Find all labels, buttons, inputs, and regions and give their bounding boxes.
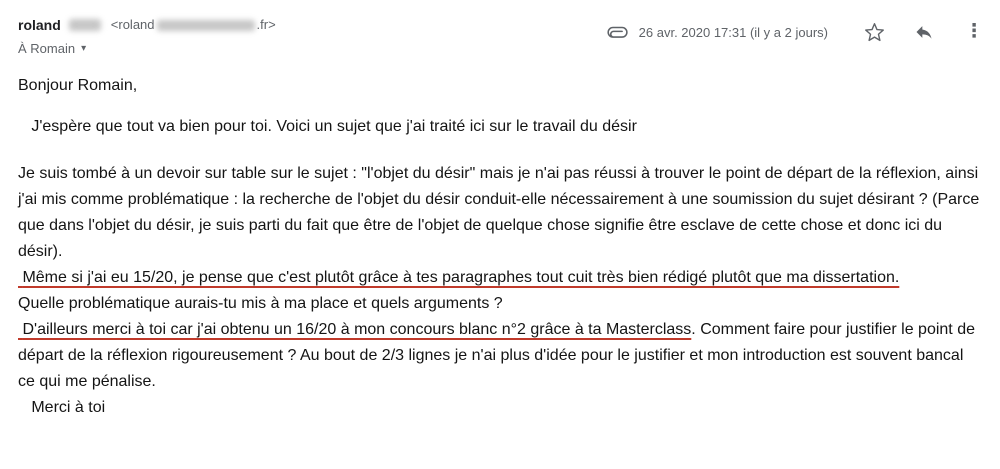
more-options-icon[interactable]: ⋮ bbox=[964, 21, 984, 42]
redacted-email-domain bbox=[157, 20, 255, 31]
reply-icon[interactable] bbox=[912, 20, 936, 44]
email-header bbox=[0, 0, 1000, 56]
body-paragraph bbox=[18, 114, 982, 140]
email-body bbox=[0, 56, 1000, 421]
sender-email bbox=[111, 15, 276, 35]
body-text: Quelle problématique aurais-tu mis à ma place et quels arguments ? bbox=[18, 295, 503, 312]
sender-line bbox=[18, 15, 276, 35]
red-underlined-text: Même si j'ai eu 15/20, je pense que c'est plutôt grâce à tes paragraphes tout cuit très bien rédigé plutôt que ma dissertation. bbox=[18, 269, 900, 286]
body-text: Bonjour Romain, bbox=[18, 77, 138, 94]
chevron-down-icon: ▾ bbox=[81, 43, 87, 54]
body-text: J'espère que tout va bien pour toi. Voici un sujet que j'ai traité ici sur le travail du désir bbox=[18, 118, 637, 135]
redacted-sender-surname bbox=[69, 19, 101, 31]
header-actions bbox=[606, 15, 986, 44]
recipient-label: À Romain bbox=[18, 41, 76, 56]
body-paragraph bbox=[18, 317, 982, 421]
body-text: . Comment faire pour justifier le point de départ de la réflexion rigoureusement ? Au bout de 2/3 lignes je n'ai plus d'idée pour le justifier et mon introduction est souvent bancal ce qui me pénalise. bbox=[18, 321, 980, 390]
body-paragraph bbox=[18, 161, 982, 317]
sender-email-prefix: <roland bbox=[110, 17, 155, 32]
sender-block bbox=[18, 15, 276, 56]
star-icon[interactable] bbox=[862, 20, 886, 44]
email-date: 26 avr. 2020 17:31 (il y a 2 jours) bbox=[638, 24, 828, 40]
body-paragraph bbox=[18, 73, 982, 99]
sender-name: roland bbox=[18, 17, 61, 33]
sender-email-suffix: .fr> bbox=[256, 17, 276, 32]
attachment-icon bbox=[606, 20, 630, 44]
body-text: Merci à toi bbox=[18, 399, 106, 416]
recipient-details-toggle[interactable] bbox=[18, 41, 276, 56]
body-text: Je suis tombé à un devoir sur table sur le sujet : "l'objet du désir" mais je n'ai pas réussi à trouver le point de départ de la réflexion, ainsi j'ai mis comme problématique : la recherche de l'objet du désir conduit-elle nécessairement à une soumission du sujet désirant ? (Parce que dans l'objet du désir, je suis parti du fait que être de l'objet de quelque chose signifie être esclave de cette chose et donc ici du désir). bbox=[18, 165, 984, 260]
red-underlined-text: D'ailleurs merci à toi car j'ai obtenu un 16/20 à mon concours blanc n°2 grâce à ta Masterclass bbox=[18, 321, 692, 338]
